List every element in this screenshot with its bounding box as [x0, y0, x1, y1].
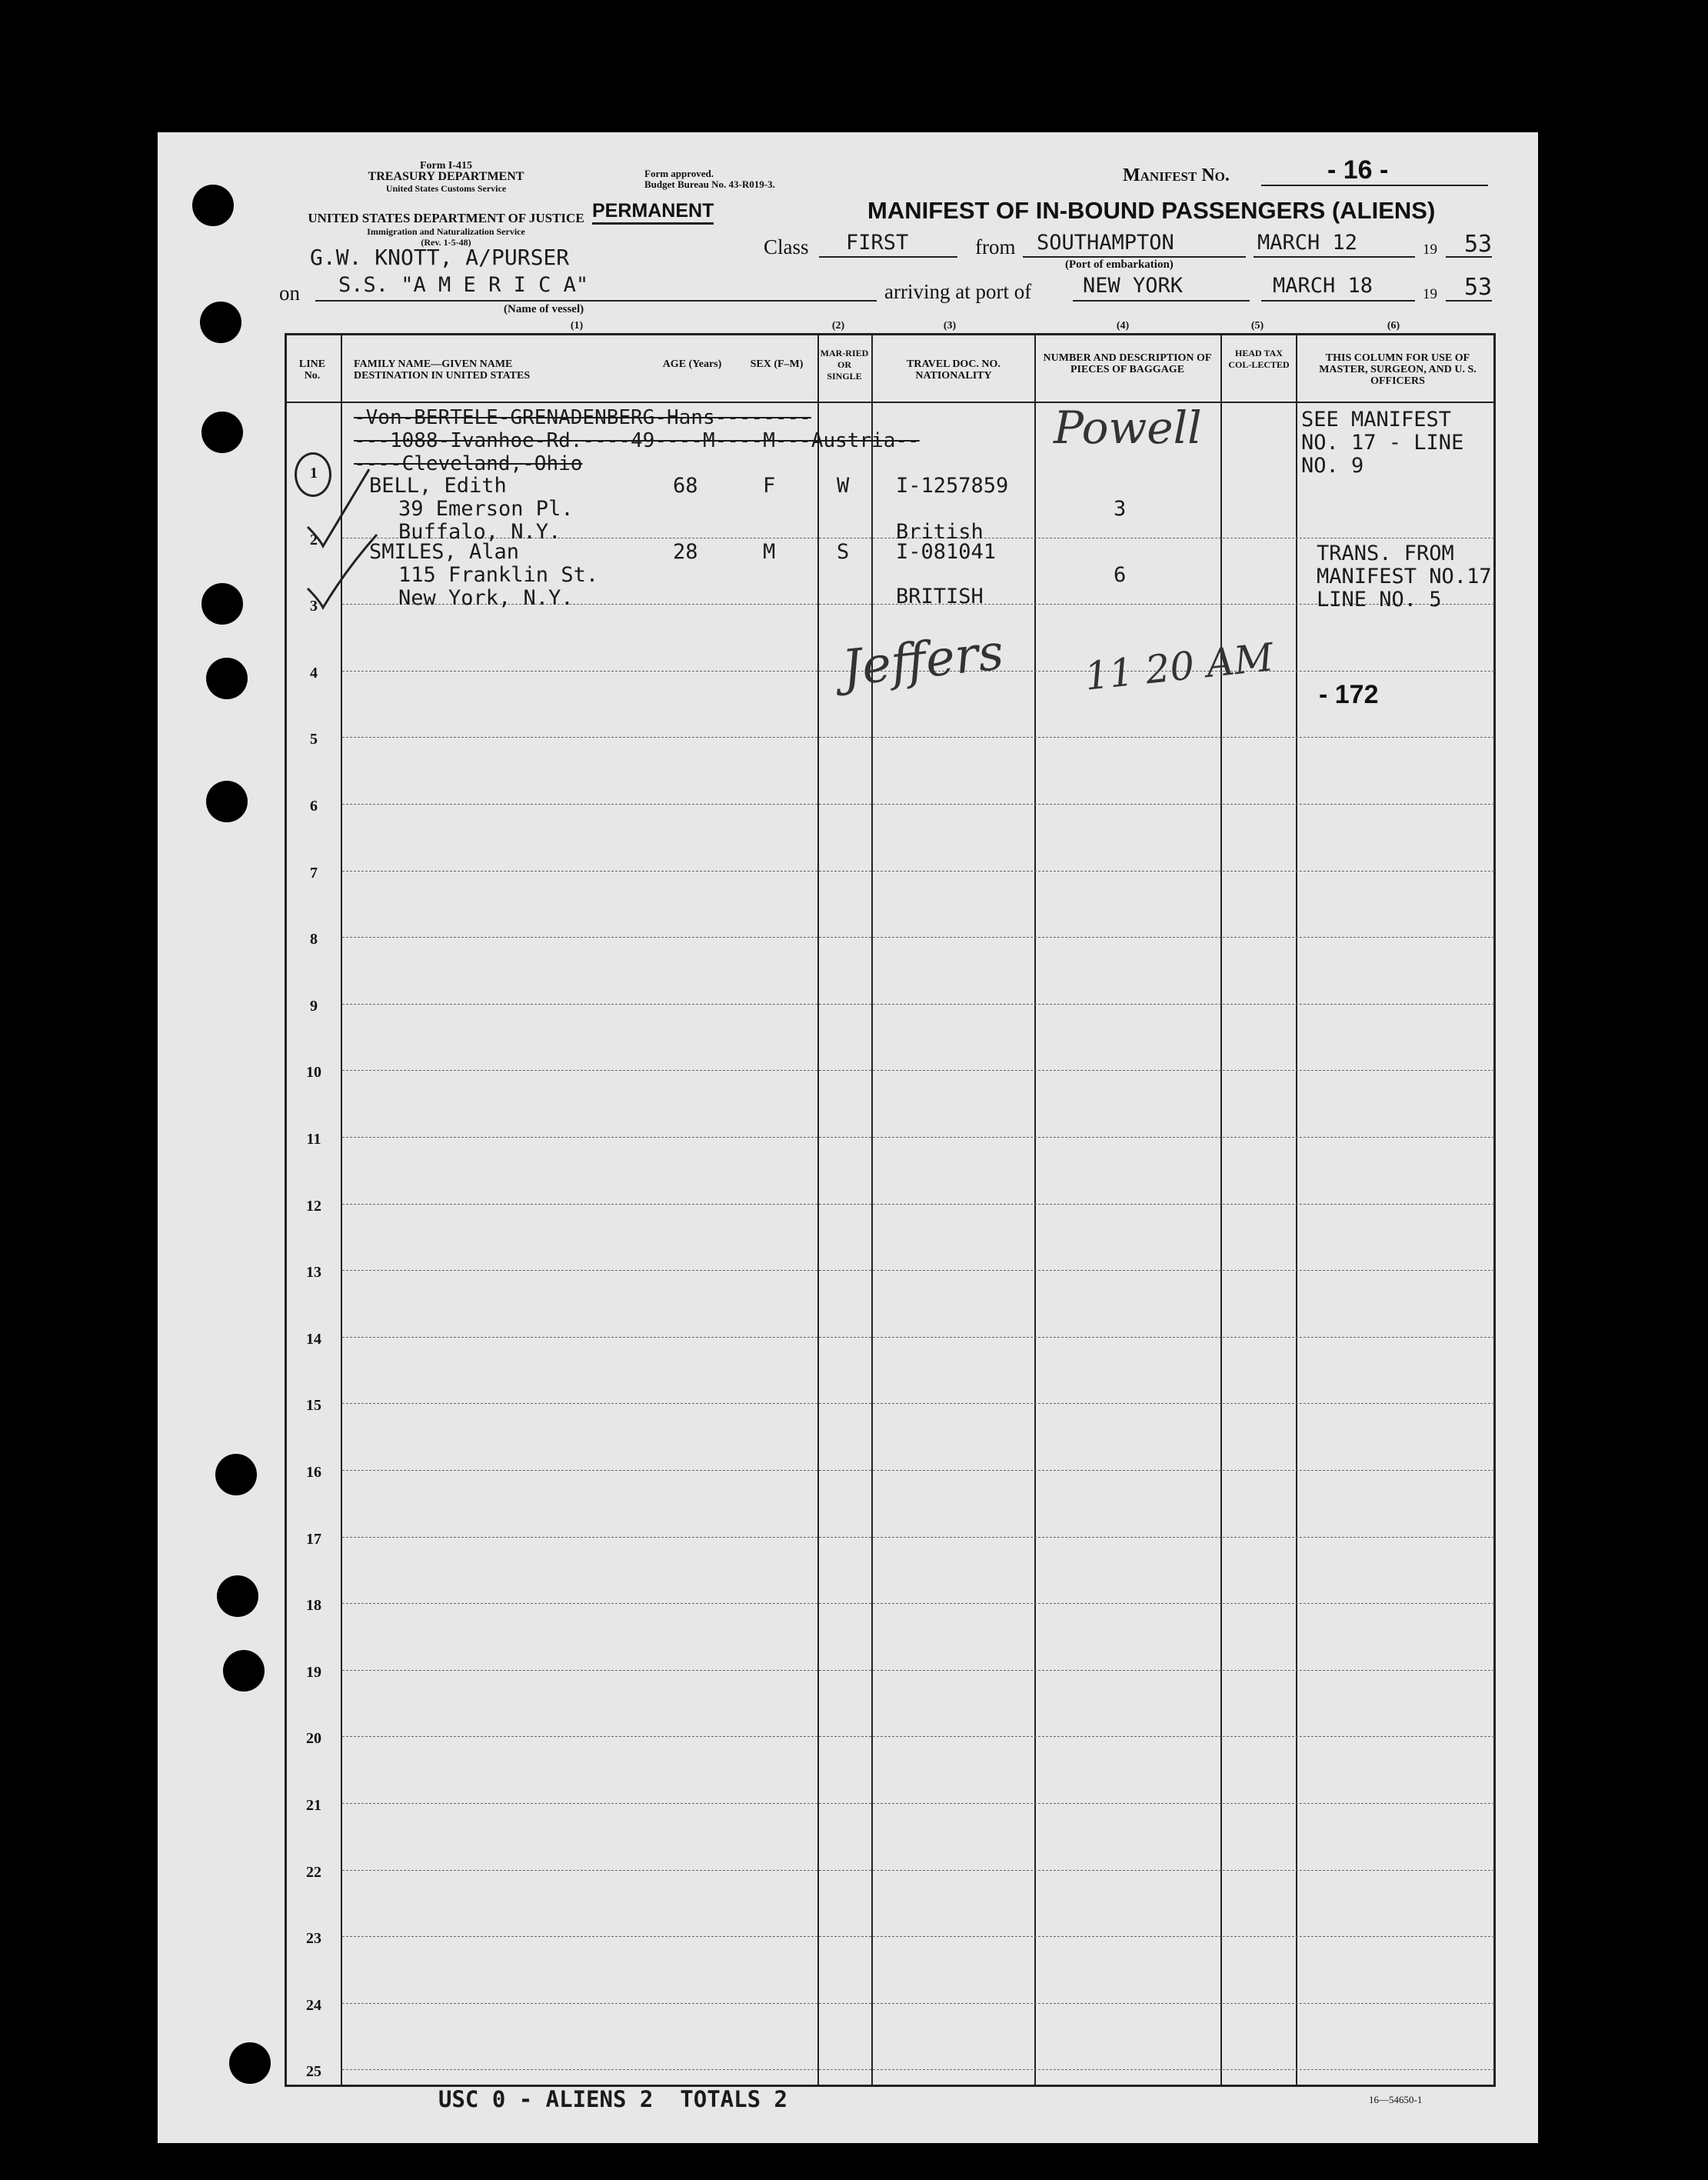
passenger-city: New York, N.Y.	[398, 586, 574, 610]
row-divider	[342, 2003, 1494, 2004]
line-number: 2	[310, 531, 318, 548]
ins-service: Immigration and Naturalization Service	[367, 226, 525, 237]
handwritten-time: 11 20 AM	[1082, 635, 1276, 699]
line-number: 16	[306, 1464, 321, 1481]
col-number-4: (4)	[1116, 320, 1130, 332]
binder-hole	[206, 658, 248, 699]
passenger-note-3: LINE NO. 5	[1317, 588, 1442, 612]
dept-treasury: TREASURY DEPARTMENT	[368, 170, 524, 183]
arrival-date: MARCH 18	[1273, 274, 1373, 298]
form-approved: Form approved.	[644, 168, 714, 179]
class-value: FIRST	[846, 231, 909, 255]
from-label: from	[975, 235, 1016, 258]
passenger-note-2: MANIFEST NO.17	[1317, 565, 1492, 588]
passenger-nationality: BRITISH	[896, 585, 984, 608]
row-divider	[342, 1470, 1494, 1471]
budget-bureau: Budget Bureau No. 43-R019-3.	[644, 178, 775, 190]
footer-code: 16—54650-1	[1369, 2094, 1423, 2105]
row-divider	[342, 1537, 1494, 1538]
line-number: 18	[306, 1597, 321, 1615]
line-number: 24	[306, 1996, 321, 2014]
col-header-officers: THIS COLUMN FOR USE OF MASTER, SURGEON, AND U. S. OFFICERS	[1319, 352, 1477, 387]
handwritten-powell: Powell	[1054, 402, 1202, 454]
totals-line: USC 0 - ALIENS 2 TOTALS 2	[438, 2086, 787, 2112]
class-label: Class	[764, 235, 809, 258]
passenger-address: 115 Franklin St.	[398, 563, 599, 587]
line-number: 14	[306, 1330, 321, 1348]
purser: G.W. KNOTT, A/PURSER	[310, 245, 570, 270]
cancelled-address: ---1088-Ivanhoe-Rd.----49----M----M---Austria--	[354, 429, 920, 452]
row-divider	[342, 871, 1494, 872]
line-number: 12	[306, 1197, 321, 1215]
passenger-nationality: British	[896, 520, 984, 544]
arrival-year: 53	[1464, 274, 1493, 301]
passenger-name: BELL, Edith	[369, 474, 507, 498]
line-number: 20	[306, 1730, 321, 1748]
port-embarkation-caption: (Port of embarkation)	[1065, 258, 1174, 271]
line-number: 8	[310, 931, 318, 948]
row-divider	[342, 804, 1494, 805]
vessel-caption: (Name of vessel)	[504, 303, 584, 315]
col-header-headtax: HEAD TAX COL-LECTED	[1228, 348, 1290, 370]
row-divider	[342, 1603, 1494, 1604]
stamp-number: - 172	[1319, 680, 1379, 709]
passenger-baggage: 6	[1114, 563, 1127, 587]
line-number: 13	[306, 1264, 321, 1282]
col-header-sex: SEX (F–M)	[750, 358, 804, 370]
col-number-5: (5)	[1250, 320, 1264, 332]
line-number: 25	[306, 2063, 321, 2081]
col-header-line: LINE No.	[298, 358, 326, 382]
passenger-address: 39 Emerson Pl.	[398, 497, 574, 521]
line-number: 10	[306, 1064, 321, 1082]
line-number: 21	[306, 1797, 321, 1814]
passenger-sex: F	[763, 474, 776, 498]
manifest-title: MANIFEST OF IN-BOUND PASSENGERS (ALIENS)	[867, 197, 1436, 224]
row-divider	[342, 1936, 1494, 1937]
arrival-port: NEW YORK	[1083, 274, 1184, 298]
vessel-name: S.S. "A M E R I C A"	[338, 273, 589, 297]
col-number-3: (3)	[943, 320, 957, 332]
row-divider	[342, 1803, 1494, 1804]
col-header-married: MAR-RIED OR SINGLE	[820, 348, 869, 382]
passenger-name: SMILES, Alan	[369, 540, 520, 564]
permanent-label: PERMANENT	[592, 200, 714, 225]
line-number: 7	[310, 864, 318, 882]
line-number: 6	[310, 798, 318, 815]
row-divider	[342, 1004, 1494, 1005]
passenger-baggage: 3	[1114, 497, 1127, 521]
binder-hole	[206, 781, 248, 822]
line-number: 17	[306, 1530, 321, 1548]
on-label: on	[279, 282, 300, 305]
from-value: SOUTHAMPTON	[1037, 231, 1174, 255]
row-divider	[342, 937, 1494, 938]
binder-hole	[192, 185, 234, 226]
row-divider	[342, 737, 1494, 738]
passenger-marital: S	[837, 540, 850, 564]
passenger-sex: M	[763, 540, 776, 564]
line-number: 1	[310, 465, 318, 482]
col-header-name: FAMILY NAME—GIVEN NAME DESTINATION IN UNITED STATES	[354, 358, 531, 382]
line-number: 3	[310, 598, 318, 615]
binder-hole	[223, 1650, 265, 1692]
row-divider	[342, 2069, 1494, 2070]
line-number: 19	[306, 1663, 321, 1681]
handwritten-signature: Jeffers	[839, 624, 1007, 698]
passenger-age: 28	[673, 540, 698, 564]
manifest-no-value: - 16 -	[1327, 155, 1389, 185]
row-divider	[342, 1204, 1494, 1205]
line-number: 9	[310, 997, 318, 1015]
binder-hole	[217, 1575, 258, 1617]
binder-hole	[215, 1454, 257, 1495]
line-number: 11	[306, 1131, 321, 1148]
customs-service: United States Customs Service	[385, 183, 507, 194]
cancelled-name: -Von-BERTELE-GRENADENBERG-Hans--------	[354, 406, 811, 429]
line-number: 23	[306, 1930, 321, 1948]
depart-year: 53	[1464, 231, 1493, 258]
binder-hole	[201, 412, 243, 453]
manifest-no-label: Manifest No.	[1123, 165, 1230, 185]
depart-date: MARCH 12	[1257, 231, 1358, 255]
form-id: Form I-415	[419, 160, 473, 172]
binder-hole	[200, 302, 241, 343]
row-divider	[342, 1070, 1494, 1071]
arriving-label: arriving at port of	[884, 280, 1032, 303]
line-number: 22	[306, 1863, 321, 1881]
cancelled-note-1: SEE MANIFEST	[1301, 408, 1452, 432]
form-revision: (Rev. 1-5-48)	[421, 237, 471, 248]
row-divider	[342, 1670, 1494, 1671]
cancelled-city: ----Cleveland,-Ohio	[354, 452, 583, 475]
passenger-marital: W	[837, 474, 850, 498]
cancelled-note-3: NO. 9	[1301, 454, 1364, 478]
row-divider	[342, 1137, 1494, 1138]
col-header-travel: TRAVEL DOC. NO. NATIONALITY	[907, 358, 1000, 382]
check-marks	[300, 462, 392, 615]
binder-hole	[201, 583, 243, 625]
col-number-1: (1)	[570, 320, 584, 332]
col-header-baggage: NUMBER AND DESCRIPTION OF PIECES OF BAGGAGE	[1043, 352, 1212, 375]
dept-justice: UNITED STATES DEPARTMENT OF JUSTICE	[308, 211, 584, 225]
binder-hole	[229, 2042, 271, 2084]
line-number: 15	[306, 1397, 321, 1415]
col-number-2: (2)	[831, 320, 845, 332]
passenger-age: 68	[673, 474, 698, 498]
row-divider	[342, 1870, 1494, 1871]
passenger-note-1: TRANS. FROM	[1317, 542, 1454, 565]
row-divider	[342, 1403, 1494, 1404]
line-number: 4	[310, 664, 318, 682]
year-prefix-2: 19	[1423, 286, 1437, 302]
passenger-doc: I-1257859	[896, 474, 1009, 498]
passenger-doc: I-081041	[896, 540, 997, 564]
line-number: 5	[310, 731, 318, 748]
cancelled-note-2: NO. 17 - LINE	[1301, 431, 1464, 455]
row-divider	[342, 1270, 1494, 1271]
year-prefix-1: 19	[1423, 242, 1437, 258]
col-number-6: (6)	[1387, 320, 1400, 332]
col-header-age: AGE (Years)	[662, 358, 722, 370]
passenger-city: Buffalo, N.Y.	[398, 520, 561, 544]
row-divider	[342, 1736, 1494, 1737]
row-divider	[342, 1337, 1494, 1338]
